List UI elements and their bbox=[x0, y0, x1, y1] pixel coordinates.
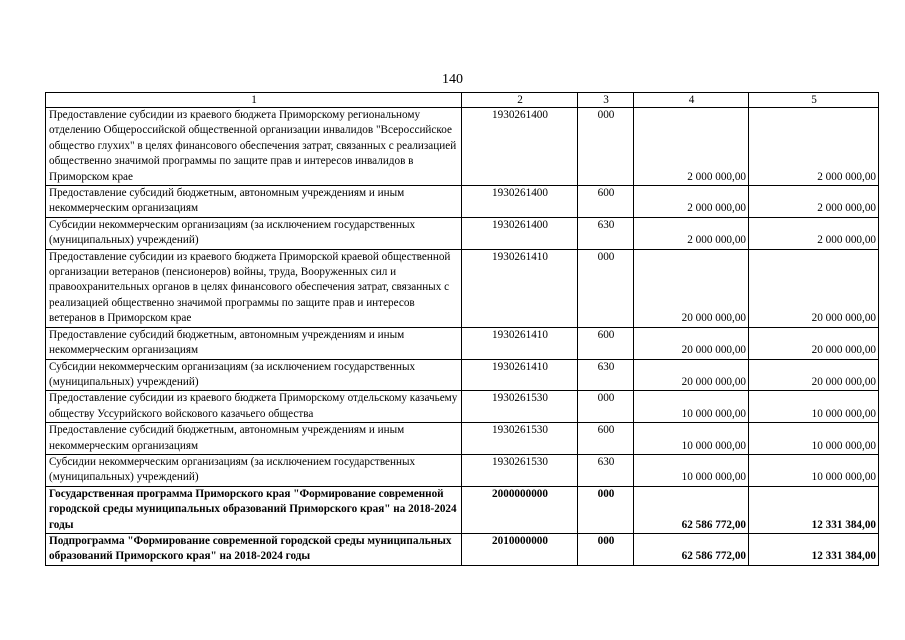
row-value-col4-cell: 10 000 000,00 bbox=[634, 454, 749, 486]
row-type-cell: 000 bbox=[578, 108, 634, 186]
row-code-cell: 1930261410 bbox=[462, 249, 578, 327]
budget-table bbox=[45, 92, 879, 566]
row-value-col5-cell: 10 000 000,00 bbox=[749, 391, 879, 423]
table-row bbox=[46, 486, 879, 533]
row-value-col5-cell: 20 000 000,00 bbox=[749, 359, 879, 391]
row-value-col4-cell: 62 586 772,00 bbox=[634, 486, 749, 533]
row-name-cell: Предоставление субсидий бюджетным, автономным учреждениям и иным некоммерческим организациям bbox=[46, 186, 462, 218]
header-col-3: 3 bbox=[578, 93, 634, 108]
row-name-cell: Субсидии некоммерческим организациям (за исключением государственных (муниципальных) учреждений) bbox=[46, 217, 462, 249]
row-name-cell: Предоставление субсидии из краевого бюджета Приморской краевой общественной организации ветеранов (пенсионеров) войны, труда, Вооруженных сил и правоохранительных органов в целях финансового обеспечения затрат, связанных с реализацией общественно значимой программы по защите прав и интересов ветеранов в Приморском крае bbox=[46, 249, 462, 327]
row-value-col5-cell: 10 000 000,00 bbox=[749, 423, 879, 455]
row-name-cell: Предоставление субсидий бюджетным, автономным учреждениям и иным некоммерческим организациям bbox=[46, 423, 462, 455]
row-type-cell: 000 bbox=[578, 391, 634, 423]
row-type-cell: 000 bbox=[578, 533, 634, 565]
row-type-cell: 630 bbox=[578, 359, 634, 391]
row-value-col4-cell: 2 000 000,00 bbox=[634, 186, 749, 218]
row-name-cell: Предоставление субсидий бюджетным, автономным учреждениям и иным некоммерческим организациям bbox=[46, 327, 462, 359]
row-type-cell: 600 bbox=[578, 327, 634, 359]
table-row bbox=[46, 327, 879, 359]
row-name-cell: Подпрограмма "Формирование современной городской среды муниципальных образований Приморского края" на 2018-2024 годы bbox=[46, 533, 462, 565]
row-value-col4-cell: 20 000 000,00 bbox=[634, 249, 749, 327]
row-value-col5-cell: 2 000 000,00 bbox=[749, 108, 879, 186]
row-value-col5-cell: 20 000 000,00 bbox=[749, 249, 879, 327]
table-row bbox=[46, 391, 879, 423]
row-code-cell: 2010000000 bbox=[462, 533, 578, 565]
header-col-5: 5 bbox=[749, 93, 879, 108]
row-code-cell: 1930261400 bbox=[462, 108, 578, 186]
row-type-cell: 000 bbox=[578, 249, 634, 327]
row-code-cell: 1930261400 bbox=[462, 186, 578, 218]
row-value-col5-cell: 10 000 000,00 bbox=[749, 454, 879, 486]
table-row bbox=[46, 454, 879, 486]
row-value-col5-cell: 12 331 384,00 bbox=[749, 486, 879, 533]
row-value-col5-cell: 12 331 384,00 bbox=[749, 533, 879, 565]
row-type-cell: 630 bbox=[578, 217, 634, 249]
row-type-cell: 000 bbox=[578, 486, 634, 533]
row-value-col4-cell: 62 586 772,00 bbox=[634, 533, 749, 565]
table-row bbox=[46, 186, 879, 218]
row-code-cell: 1930261410 bbox=[462, 359, 578, 391]
header-col-2: 2 bbox=[462, 93, 578, 108]
table-row bbox=[46, 249, 879, 327]
row-name-cell: Предоставление субсидии из краевого бюджета Приморскому отдельскому казачьему обществу Уссурийского войскового казачьего общества bbox=[46, 391, 462, 423]
table-row bbox=[46, 217, 879, 249]
row-name-cell: Субсидии некоммерческим организациям (за исключением государственных (муниципальных) учреждений) bbox=[46, 359, 462, 391]
row-code-cell: 1930261410 bbox=[462, 327, 578, 359]
row-value-col4-cell: 2 000 000,00 bbox=[634, 108, 749, 186]
row-code-cell: 1930261530 bbox=[462, 391, 578, 423]
row-name-cell: Предоставление субсидии из краевого бюджета Приморскому региональному отделению Общероссийской общественной организации инвалидов "Всероссийское общество глухих" в целях финансового обеспечения затрат, связанных с реализацией общественно значимой программы по защите прав и интересов инвалидов в Приморском крае bbox=[46, 108, 462, 186]
row-value-col5-cell: 20 000 000,00 bbox=[749, 327, 879, 359]
header-col-1: 1 bbox=[46, 93, 462, 108]
row-code-cell: 2000000000 bbox=[462, 486, 578, 533]
row-code-cell: 1930261530 bbox=[462, 454, 578, 486]
row-value-col4-cell: 20 000 000,00 bbox=[634, 327, 749, 359]
row-value-col5-cell: 2 000 000,00 bbox=[749, 217, 879, 249]
row-value-col4-cell: 20 000 000,00 bbox=[634, 359, 749, 391]
table-row bbox=[46, 423, 879, 455]
row-type-cell: 630 bbox=[578, 454, 634, 486]
row-value-col5-cell: 2 000 000,00 bbox=[749, 186, 879, 218]
row-type-cell: 600 bbox=[578, 423, 634, 455]
row-value-col4-cell: 10 000 000,00 bbox=[634, 423, 749, 455]
header-col-4: 4 bbox=[634, 93, 749, 108]
row-name-cell: Субсидии некоммерческим организациям (за исключением государственных (муниципальных) учреждений) bbox=[46, 454, 462, 486]
page-number: 140 bbox=[442, 72, 463, 87]
row-code-cell: 1930261400 bbox=[462, 217, 578, 249]
table-row bbox=[46, 108, 879, 186]
row-value-col4-cell: 2 000 000,00 bbox=[634, 217, 749, 249]
row-value-col4-cell: 10 000 000,00 bbox=[634, 391, 749, 423]
row-type-cell: 600 bbox=[578, 186, 634, 218]
table-row bbox=[46, 533, 879, 565]
row-code-cell: 1930261530 bbox=[462, 423, 578, 455]
table-header-row bbox=[46, 93, 879, 108]
row-name-cell: Государственная программа Приморского края "Формирование современной городской среды муниципальных образований Приморского края" на 2018-2024 годы bbox=[46, 486, 462, 533]
table-row bbox=[46, 359, 879, 391]
